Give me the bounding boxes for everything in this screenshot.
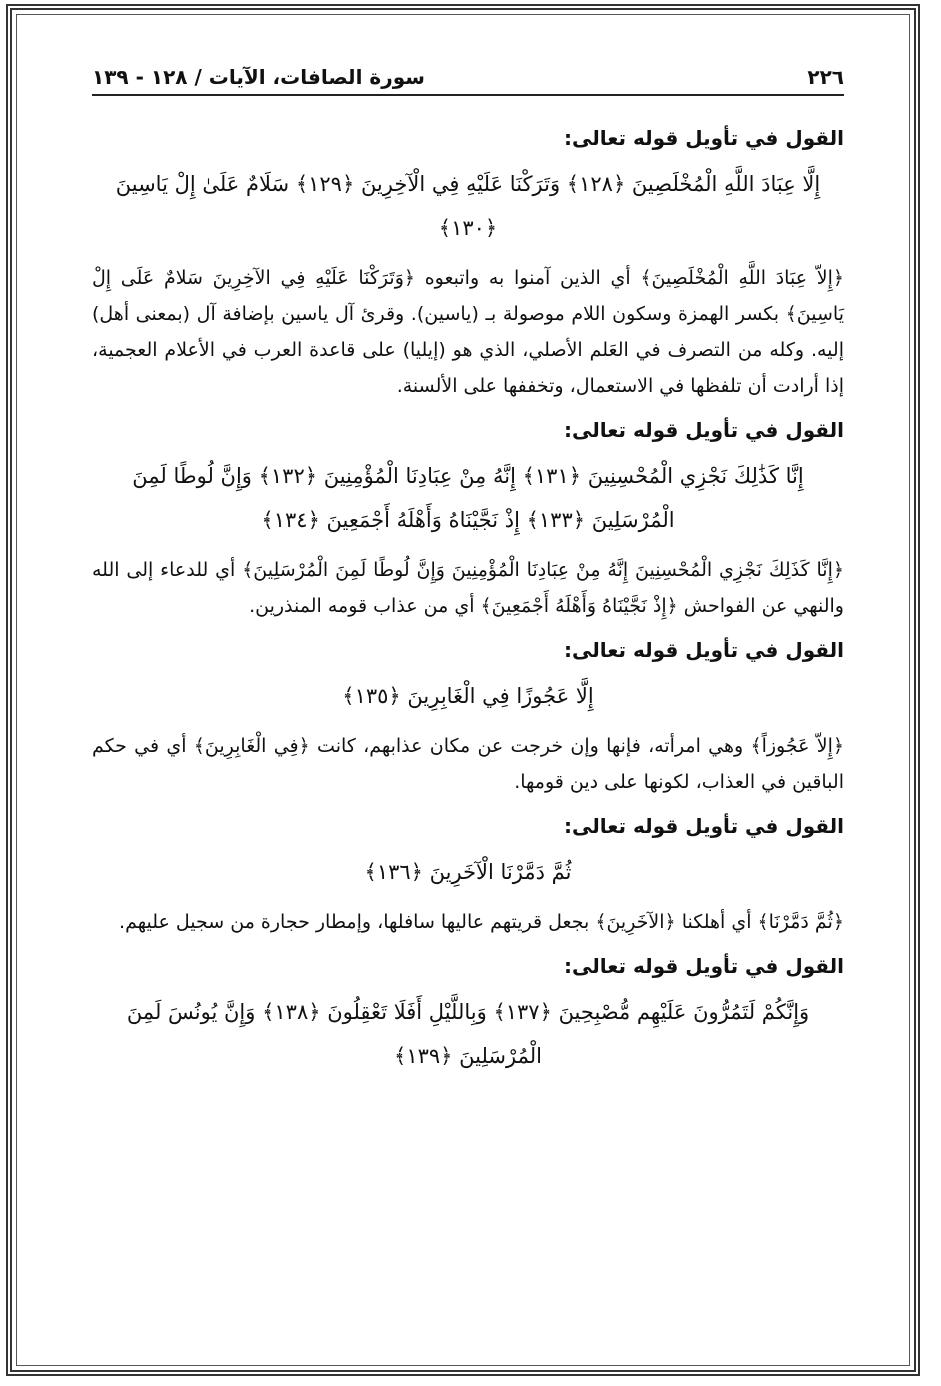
section-heading: القول في تأويل قوله تعالى: xyxy=(564,814,844,838)
page-number: ٢٢٦ xyxy=(807,65,844,89)
running-header xyxy=(92,60,844,96)
section-5 xyxy=(92,948,844,1078)
quran-verse: وَإِنَّكُمْ لَتَمُرُّونَ عَلَيْهِم مُّصْبِحِينَ ﴿١٣٧﴾ وَبِاللَّيْلِ أَفَلَا تَعْقِلُونَ ﴿١٣٨﴾ وَإِنَّ يُونُسَ لَمِنَ الْمُرْسَلِينَ ﴿١٣٩﴾ xyxy=(126,1000,810,1068)
section-heading: القول في تأويل قوله تعالى: xyxy=(564,638,844,662)
section-3 xyxy=(92,632,844,800)
commentary-paragraph: ﴿ثُمَّ دَمَّرْنَا﴾ أي أهلكنا ﴿الآخَرِينَ﴾ بجعل قريتهم عاليها سافلها، وإمطار حجارة من سجيل عليهم. xyxy=(119,911,844,933)
page-content xyxy=(92,112,844,1088)
section-heading: القول في تأويل قوله تعالى: xyxy=(564,954,844,978)
section-heading: القول في تأويل قوله تعالى: xyxy=(564,418,844,442)
section-4 xyxy=(92,808,844,940)
surah-title: سورة الصافات، الآيات / ١٢٨ - ١٣٩ xyxy=(92,65,425,89)
section-heading: القول في تأويل قوله تعالى: xyxy=(564,126,844,150)
quran-verse: إِلَّا عِبَادَ اللَّهِ الْمُخْلَصِينَ ﴿١٢٨﴾ وَتَرَكْنَا عَلَيْهِ فِي الْآخِرِينَ ﴿١٢٩﴾ سَلَامٌ عَلَىٰ إِلْ يَاسِينَ ﴿١٣٠﴾ xyxy=(115,172,821,240)
quran-verse: إِنَّا كَذَٰلِكَ نَجْزِي الْمُحْسِنِينَ ﴿١٣١﴾ إِنَّهُ مِنْ عِبَادِنَا الْمُؤْمِنِينَ ﴿١٣٢﴾ وَإِنَّ لُوطًا لَمِنَ الْمُرْسَلِينَ ﴿١٣٣﴾ إِذْ نَجَّيْنَاهُ وَأَهْلَهُ أَجْمَعِينَ ﴿١٣٤﴾ xyxy=(132,464,804,532)
section-1 xyxy=(92,120,844,404)
quran-verse: ثُمَّ دَمَّرْنَا الْآخَرِينَ ﴿١٣٦﴾ xyxy=(364,860,572,884)
commentary-paragraph: ﴿إِنَّا كَذَلِكَ نَجْزِي الْمُحْسِنِينَ إِنَّهُ مِنْ عِبَادِنَا الْمُؤْمِنِينَ وَإِنَّ لُوطًا لَمِنَ الْمُرْسَلِينَ﴾ أي للدعاء إلى الله والنهي عن الفواحش ﴿إِذْ نَجَّيْنَاهُ وَأَهْلَهُ أَجْمَعِينَ﴾ أي من عذاب قومه المنذرين. xyxy=(92,559,844,617)
section-2 xyxy=(92,412,844,624)
quran-verse: إِلَّا عَجُوزًا فِي الْغَابِرِينَ ﴿١٣٥﴾ xyxy=(342,684,594,708)
commentary-paragraph: ﴿إِلاّ عِبَادَ اللَّهِ الْمُخْلَصِينَ﴾ أي الذين آمنوا به واتبعوه ﴿وَتَرَكْنَا عَلَيْهِ فِي الآخِرِينَ سَلامٌ عَلَى إِلْ يَاسِينَ﴾ بكسر الهمزة وسكون اللام موصولة بـ (ياسين). وقرئ آل ياسين بإضافة آل (بمعنى أهل) إليه. وكله من التصرف في العَلم الأصلي، الذي هو (إيليا) على قاعدة العرب في الأعلام العجمية، إذا أرادت أن تلفظها في الاستعمال، وتخففها على الألسنة. xyxy=(92,267,844,397)
commentary-paragraph: ﴿إِلاّ عَجُوزاً﴾ وهي امرأته، فإنها وإن خرجت عن مكان عذابهم، كانت ﴿فِي الْغَابِرِينَ﴾ أي في حكم الباقين في العذاب، لكونها على دين قومها. xyxy=(92,735,844,793)
